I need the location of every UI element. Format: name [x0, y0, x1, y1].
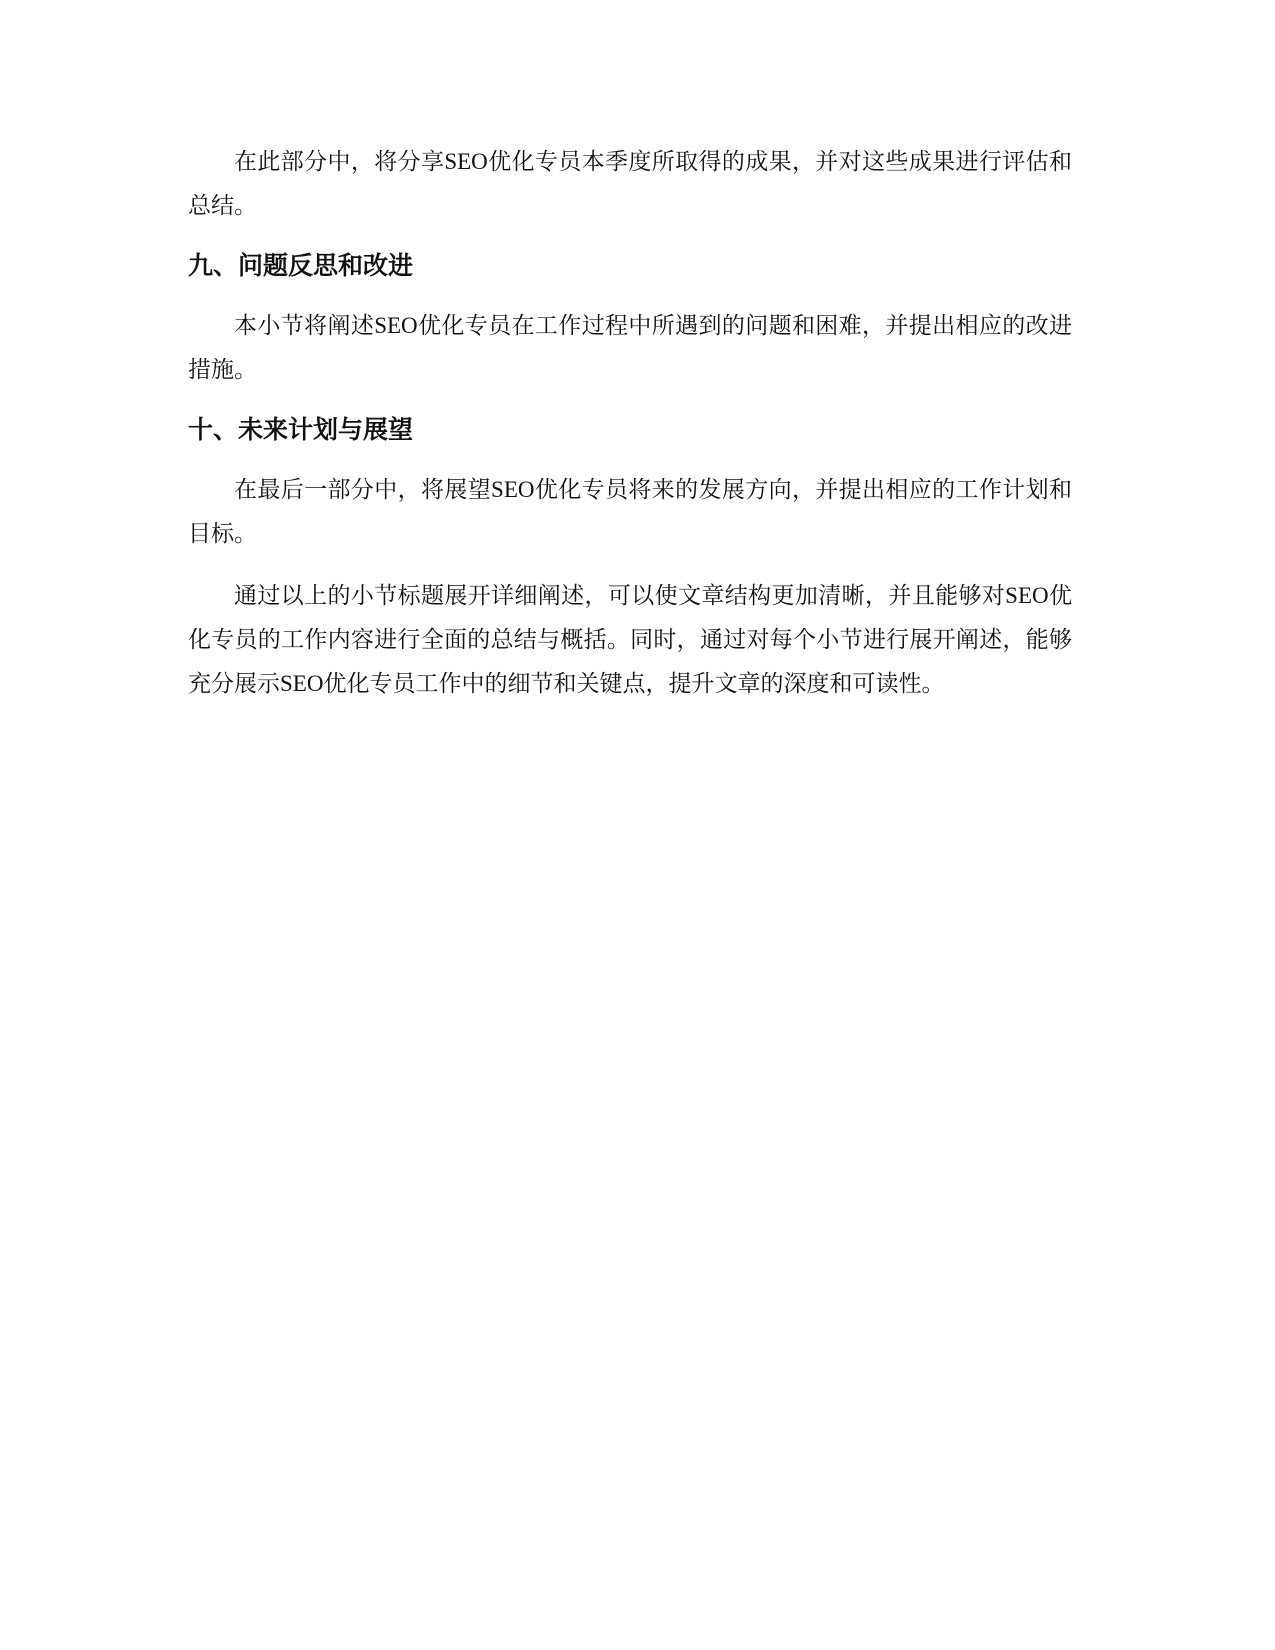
section-heading-10: 十、未来计划与展望: [188, 416, 414, 444]
paragraph-conclusion: 通过以上的小节标题展开详细阐述，可以使文章结构更加清晰，并且能够对SEO优化专员的工作内容进行全面的总结与概括。同时，通过对每个小节进行展开阐述，能够充分展示SEO优化专员工作中的细节和关键点，提升文章的深度和可读性。: [188, 583, 1072, 696]
section-heading-9: 九、问题反思和改进: [188, 252, 414, 280]
paragraph-achievements: 在此部分中，将分享SEO优化专员本季度所取得的成果，并对这些成果进行评估和总结。: [188, 149, 1072, 218]
paragraph-reflection: 本小节将阐述SEO优化专员在工作过程中所遇到的问题和困难，并提出相应的改进措施。: [188, 313, 1072, 382]
document-body: [188, 140, 1072, 724]
paragraph-future-plan: 在最后一部分中，将展望SEO优化专员将来的发展方向，并提出相应的工作计划和目标。: [188, 477, 1072, 546]
